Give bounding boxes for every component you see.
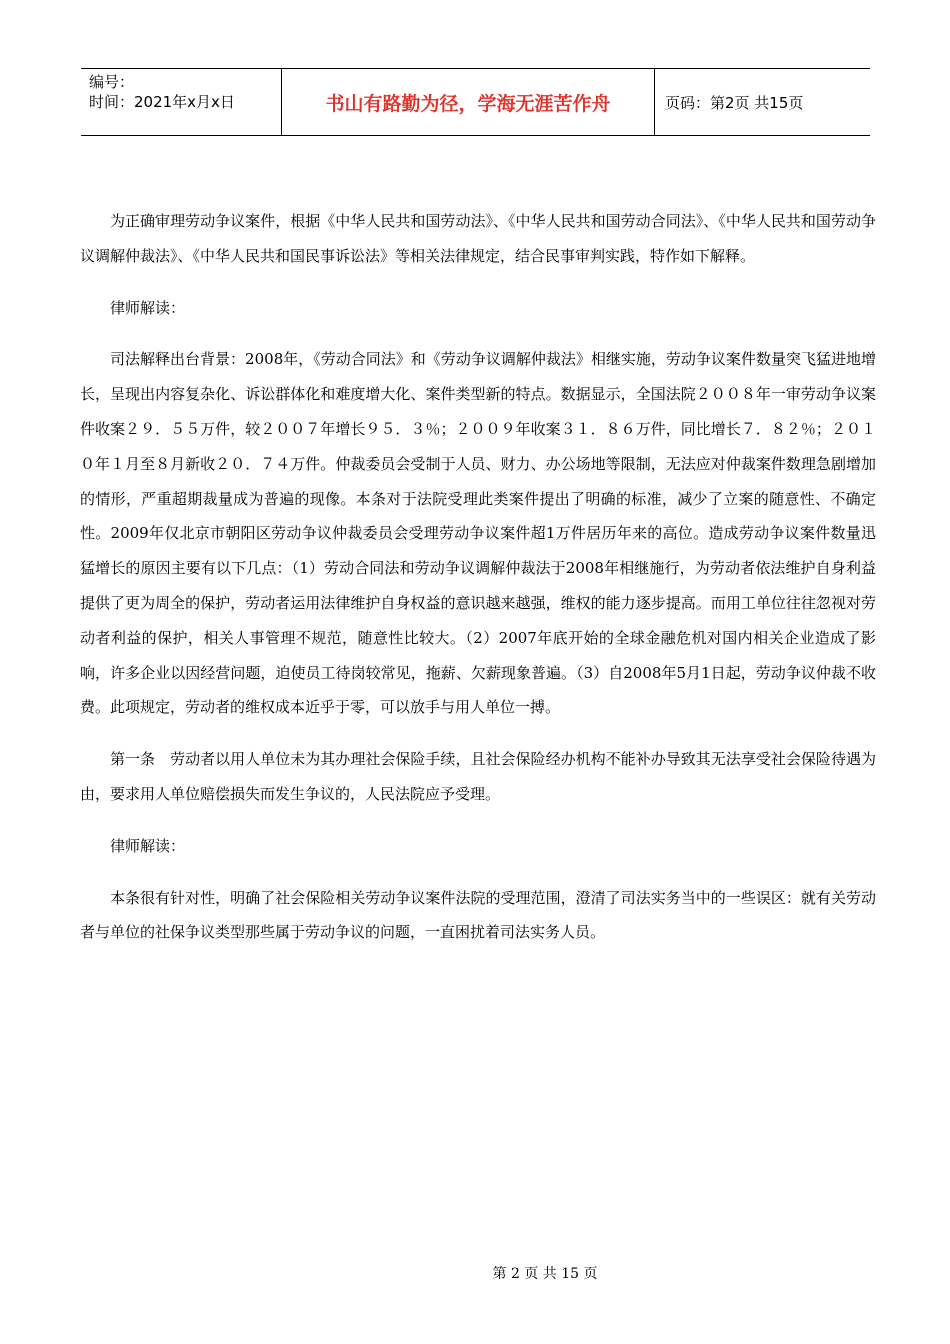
lawyer-commentary-heading: 律师解读： — [110, 298, 186, 317]
document-header — [81, 68, 870, 136]
header-page-label: 页码：第2页 共15页 — [665, 93, 804, 112]
intro-paragraph: 为正确审理劳动争议案件，根据《中华人民共和国劳动法》、《中华人民共和国劳动合同法》、《中华人民共和国劳动争议调解仲裁法》、《中华人民共和国民事诉讼法》等相关法律规定，结合民事审判实践，特作如下解释。 — [80, 212, 876, 265]
lawyer-commentary-heading: 律师解读： — [110, 836, 186, 855]
background-paragraph: 司法解释出台背景：2008年，《劳动合同法》和《劳动争议调解仲裁法》相继实施，劳动争议案件数量突飞猛进地增长，呈现出内容复杂化、诉讼群体化和难度增大化、案件类型新的特点。数据显示，全国法院２００８年一审劳动争议案件收案２９．５５万件，较２００７年增长９５．３％；２００９年收案３１．８６万件，同比增长７．８２％；２０１０年１月至８月新收２０．７４万件。仲裁委员会受制于人员、财力、办公场地等限制，无法应对仲裁案件数理急剧增加的情形，严重超期裁量成为普遍的现像。本条对于法院受理此类案件提出了明确的标准，减少了立案的随意性、不确定性。2009年仅北京市朝阳区劳动争议仲裁委员会受理劳动争议案件超1万件居历年来的高位。造成劳动争议案件数量迅猛增长的原因主要有以下几点：（1）劳动合同法和劳动争议调解仲裁法于2008年相继施行，为劳动者依法维护自身利益提供了更为周全的保护，劳动者运用法律维护自身权益的意识越来越强，维权的能力逐步提高。而用工单位往往忽视对劳动者利益的保护，相关人事管理不规范，随意性比较大。（2）2007年底开始的全球金融危机对国内相关企业造成了影响，许多企业以因经营问题，迫使员工待岗较常见，拖薪、欠薪现象普遍。（3）自2008年5月1日起，劳动争议仲裁不收费。此项规定，劳动者的维权成本近乎于零，可以放手与用人单位一搏。 — [80, 350, 876, 717]
document-body — [80, 204, 876, 950]
article-one-paragraph: 第一条 劳动者以用人单位未为其办理社会保险手续，且社会保险经办机构不能补办导致其无法享受社会保险待遇为由，要求用人单位赔偿损失而发生争议的，人民法院应予受理。 — [80, 750, 876, 803]
document-date-label: 时间：2021年x月x日 — [89, 93, 235, 111]
document-number-label: 编号： — [89, 73, 135, 91]
page-footer: 第 2 页 共 15 页 — [492, 1266, 598, 1282]
header-meta — [81, 69, 281, 135]
header-motto: 书山有路勤为径，学海无涯苦作舟 — [281, 69, 655, 135]
commentary-paragraph: 本条很有针对性，明确了社会保险相关劳动争议案件法院的受理范围，澄清了司法实务当中的一些误区：就有关劳动者与单位的社保争议类型那些属于劳动争议的问题，一直困扰着司法实务人员。 — [80, 888, 876, 942]
